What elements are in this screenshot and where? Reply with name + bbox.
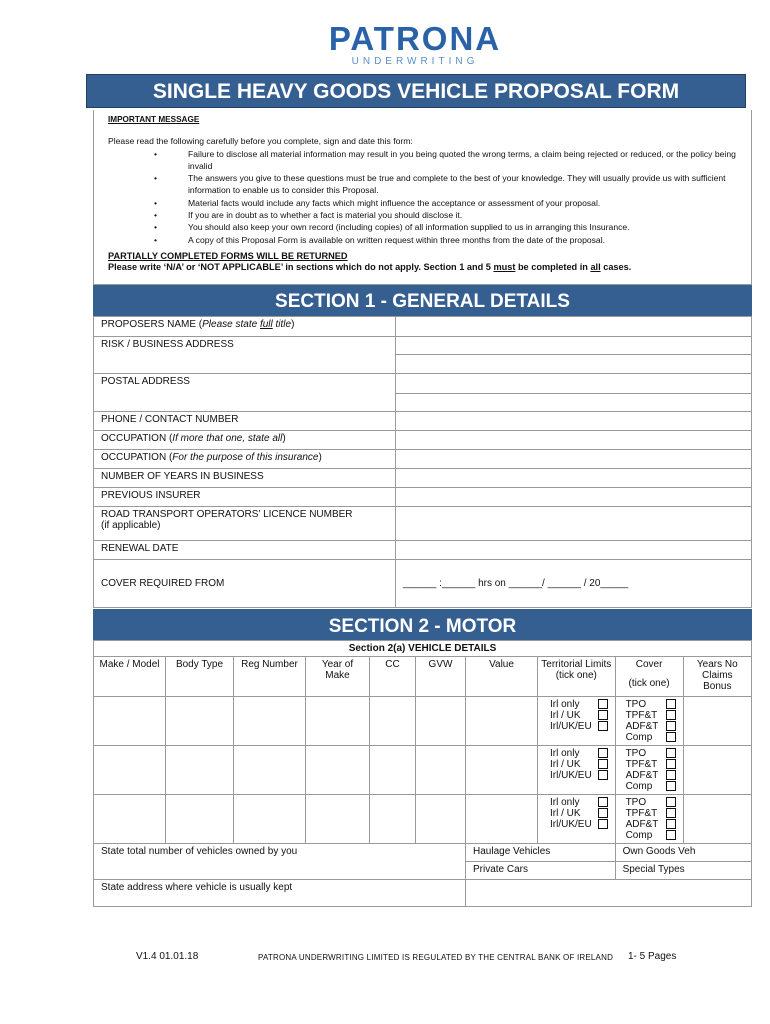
notice-bullet: • You should also keep your own record (including copies) of all information supplied to us in arranging this Insurance. (176, 221, 737, 233)
checkbox[interactable] (598, 699, 608, 709)
important-notice (93, 110, 752, 285)
reg-field[interactable] (234, 795, 306, 844)
checkbox[interactable] (598, 797, 608, 807)
vehicle-row (94, 746, 752, 795)
years-in-business-field[interactable] (396, 469, 752, 488)
year-field[interactable] (306, 697, 370, 746)
licence-label (94, 507, 396, 541)
header-year: Year of Make (306, 657, 370, 697)
territorial-options (538, 697, 616, 746)
option-tpft: TPF&T (625, 808, 658, 819)
regulatory-statement: PATRONA UNDERWRITING LIMITED IS REGULATED BY THE CENTRAL BANK OF IRELAND (258, 953, 614, 962)
label-text: ) (282, 433, 286, 444)
previous-insurer-field[interactable] (396, 488, 752, 507)
option-tpo: TPO (625, 699, 647, 710)
header-gvw: GVW (416, 657, 466, 697)
warning-block (108, 251, 737, 273)
vehicle-row (94, 795, 752, 844)
checkbox[interactable] (666, 759, 676, 769)
notice-heading: IMPORTANT MESSAGE (108, 115, 200, 124)
postal-address-field-2[interactable] (396, 394, 752, 412)
year-field[interactable] (306, 795, 370, 844)
cover-from-field[interactable]: ______ :______ hrs on ______/ ______ / 20_____ (396, 560, 752, 608)
section1-title: SECTION 1 - GENERAL DETAILS (93, 285, 752, 316)
label-text: full (259, 319, 273, 330)
label-text: ) (291, 319, 295, 330)
occupation-insurance-label (94, 450, 396, 469)
option-irl: Irl only (550, 748, 580, 759)
phone-field[interactable] (396, 412, 752, 431)
logo-subtitle: UNDERWRITING (351, 56, 479, 67)
label-text: For the purpose of this insurance (172, 452, 319, 463)
checkbox[interactable] (666, 819, 676, 829)
warning-returned: PARTIALLY COMPLETED FORMS WILL BE RETURNED (108, 250, 348, 261)
option-comp: Comp (625, 830, 653, 841)
warning-text: be completed in (515, 261, 591, 272)
checkbox[interactable] (598, 710, 608, 720)
checkbox[interactable] (666, 781, 676, 791)
label-text: ) (318, 452, 322, 463)
warning-na-instruction (108, 262, 737, 273)
option-comp: Comp (625, 732, 653, 743)
option-adft: ADF&T (625, 721, 659, 732)
vehicle-details-table (93, 640, 752, 907)
ncb-field[interactable] (683, 746, 751, 795)
warning-text: cases. (600, 261, 632, 272)
option-tpft: TPF&T (625, 710, 658, 721)
option-irl-uk-eu: Irl/UK/EU (550, 819, 592, 830)
occupation-all-label (94, 431, 396, 450)
territorial-options (538, 795, 616, 844)
checkbox[interactable] (666, 770, 676, 780)
body-type-field[interactable] (166, 697, 234, 746)
gvw-field[interactable] (416, 795, 466, 844)
checkbox[interactable] (666, 732, 676, 742)
notice-bullet: • Material facts would include any facts which might influence the acceptance or assessment of your proposal. (176, 197, 737, 209)
header-text: (tick one) (628, 678, 670, 689)
cover-options (615, 795, 683, 844)
version-label: V1.4 01.01.18 (136, 951, 199, 962)
value-field[interactable] (466, 795, 538, 844)
header-body-type: Body Type (166, 657, 234, 697)
label-text: PROPOSERS NAME ( (101, 319, 203, 330)
warning-text: Please write ‘N/A’ or ‘NOT APPLICABLE’ in sections which do not apply. Section 1 and 5 (108, 261, 494, 272)
cover-from-label: COVER REQUIRED FROM (94, 560, 396, 608)
notice-bullet: • A copy of this Proposal Form is available on written request within three months from the date of the proposal. (176, 234, 737, 246)
header-value: Value (466, 657, 538, 697)
vehicle-address-label: State address where vehicle is usually kept (94, 880, 466, 907)
option-adft: ADF&T (625, 770, 659, 781)
cc-field[interactable] (370, 746, 416, 795)
value-field[interactable] (466, 746, 538, 795)
make-field[interactable] (94, 795, 166, 844)
checkbox[interactable] (666, 748, 676, 758)
option-irl: Irl only (550, 797, 580, 808)
header-text: Cover (635, 659, 663, 670)
checkbox[interactable] (666, 699, 676, 709)
option-irl-uk-eu: Irl/UK/EU (550, 770, 592, 781)
years-in-business-label: NUMBER OF YEARS IN BUSINESS (94, 469, 396, 488)
checkbox[interactable] (666, 808, 676, 818)
own-goods-label[interactable]: Own Goods Veh (615, 844, 751, 862)
checkbox[interactable] (666, 797, 676, 807)
checkbox[interactable] (666, 710, 676, 720)
vehicle-address-field[interactable] (466, 880, 752, 907)
option-irl-uk: Irl / UK (550, 710, 581, 721)
total-vehicles-label: State total number of vehicles owned by you (94, 844, 466, 880)
renewal-date-label: RENEWAL DATE (94, 541, 396, 560)
ncb-field[interactable] (683, 697, 751, 746)
private-cars-label[interactable]: Private Cars (466, 862, 616, 880)
postal-address-field-1[interactable] (396, 374, 752, 394)
label-text: ROAD TRANSPORT OPERATORS’ LICENCE NUMBER (101, 509, 353, 520)
renewal-date-field[interactable] (396, 541, 752, 560)
notice-bullets (108, 148, 737, 246)
make-field[interactable] (94, 746, 166, 795)
year-field[interactable] (306, 746, 370, 795)
occupation-all-field[interactable] (396, 431, 752, 450)
option-adft: ADF&T (625, 819, 659, 830)
header-cover (615, 657, 683, 697)
checkbox[interactable] (666, 721, 676, 731)
gvw-field[interactable] (416, 746, 466, 795)
label-text: Please state (202, 319, 260, 330)
haulage-vehicles-label[interactable]: Haulage Vehicles (466, 844, 616, 862)
occupation-insurance-field[interactable] (396, 450, 752, 469)
header-cc: CC (370, 657, 416, 697)
risk-address-field-2[interactable] (396, 355, 752, 374)
vehicle-details-subtitle: Section 2(a) VEHICLE DETAILS (94, 641, 752, 657)
reg-field[interactable] (234, 697, 306, 746)
option-irl-uk: Irl / UK (550, 808, 581, 819)
checkbox[interactable] (598, 721, 608, 731)
company-logo (280, 22, 550, 66)
option-irl-uk: Irl / UK (550, 759, 581, 770)
option-irl: Irl only (550, 699, 580, 710)
notice-intro: Please read the following carefully before you complete, sign and date this form: (108, 136, 413, 147)
notice-bullet: • Failure to disclose all material information may result in you being quoted the wrong terms, a claim being rejected or reduced, or the policy being invalid (176, 148, 737, 173)
header-make: Make / Model (94, 657, 166, 697)
checkbox[interactable] (598, 748, 608, 758)
header-reg: Reg Number (234, 657, 306, 697)
phone-label: PHONE / CONTACT NUMBER (94, 412, 396, 431)
postal-address-label: POSTAL ADDRESS (94, 374, 396, 412)
label-text: title (272, 319, 292, 330)
notice-bullet: • If you are in doubt as to whether a fact is material you should disclose it. (176, 209, 737, 221)
body-type-field[interactable] (166, 746, 234, 795)
option-comp: Comp (625, 781, 653, 792)
make-field[interactable] (94, 697, 166, 746)
general-details-table (93, 316, 752, 608)
special-types-label[interactable]: Special Types (615, 862, 751, 880)
header-text: Territorial Limits (541, 659, 612, 670)
gvw-field[interactable] (416, 697, 466, 746)
value-field[interactable] (466, 697, 538, 746)
cover-options (615, 697, 683, 746)
header-territorial (538, 657, 616, 697)
section2-title: SECTION 2 - MOTOR (93, 609, 752, 641)
option-tpo: TPO (625, 797, 647, 808)
territorial-options (538, 746, 616, 795)
label-text: (if applicable) (101, 520, 161, 531)
previous-insurer-label: PREVIOUS INSURER (94, 488, 396, 507)
checkbox[interactable] (598, 819, 608, 829)
logo-wordmark: PATRONA (328, 20, 502, 57)
option-tpo: TPO (625, 748, 647, 759)
body-type-field[interactable] (166, 795, 234, 844)
risk-address-field-1[interactable] (396, 337, 752, 355)
risk-address-label: RISK / BUSINESS ADDRESS (94, 337, 396, 374)
label-text: If more that one, state all (172, 433, 283, 444)
header-ncb: Years No Claims Bonus (683, 657, 751, 697)
label-text: OCCUPATION ( (101, 452, 173, 463)
vehicle-row (94, 697, 752, 746)
option-irl-uk-eu: Irl/UK/EU (550, 721, 592, 732)
checkbox[interactable] (598, 808, 608, 818)
ncb-field[interactable] (683, 795, 751, 844)
notice-bullet: • The answers you give to these questions must be true and complete to the best of your knowledge. They will usually provide us with sufficient information to enable us to consider this Proposal. (176, 172, 737, 197)
page-count: 1- 5 Pages (628, 951, 677, 962)
cc-field[interactable] (370, 795, 416, 844)
cover-options (615, 746, 683, 795)
warning-must: must (493, 261, 516, 272)
warning-all: all (590, 261, 601, 272)
checkbox[interactable] (598, 759, 608, 769)
label-text: OCCUPATION ( (101, 433, 173, 444)
header-text: (tick one) (555, 670, 597, 681)
proposers-name-label (94, 317, 396, 337)
reg-field[interactable] (234, 746, 306, 795)
checkbox[interactable] (598, 770, 608, 780)
option-tpft: TPF&T (625, 759, 658, 770)
checkbox[interactable] (666, 830, 676, 840)
proposers-name-field[interactable] (396, 317, 752, 337)
licence-field[interactable] (396, 507, 752, 541)
cc-field[interactable] (370, 697, 416, 746)
form-title: SINGLE HEAVY GOODS VEHICLE PROPOSAL FORM (86, 74, 746, 108)
